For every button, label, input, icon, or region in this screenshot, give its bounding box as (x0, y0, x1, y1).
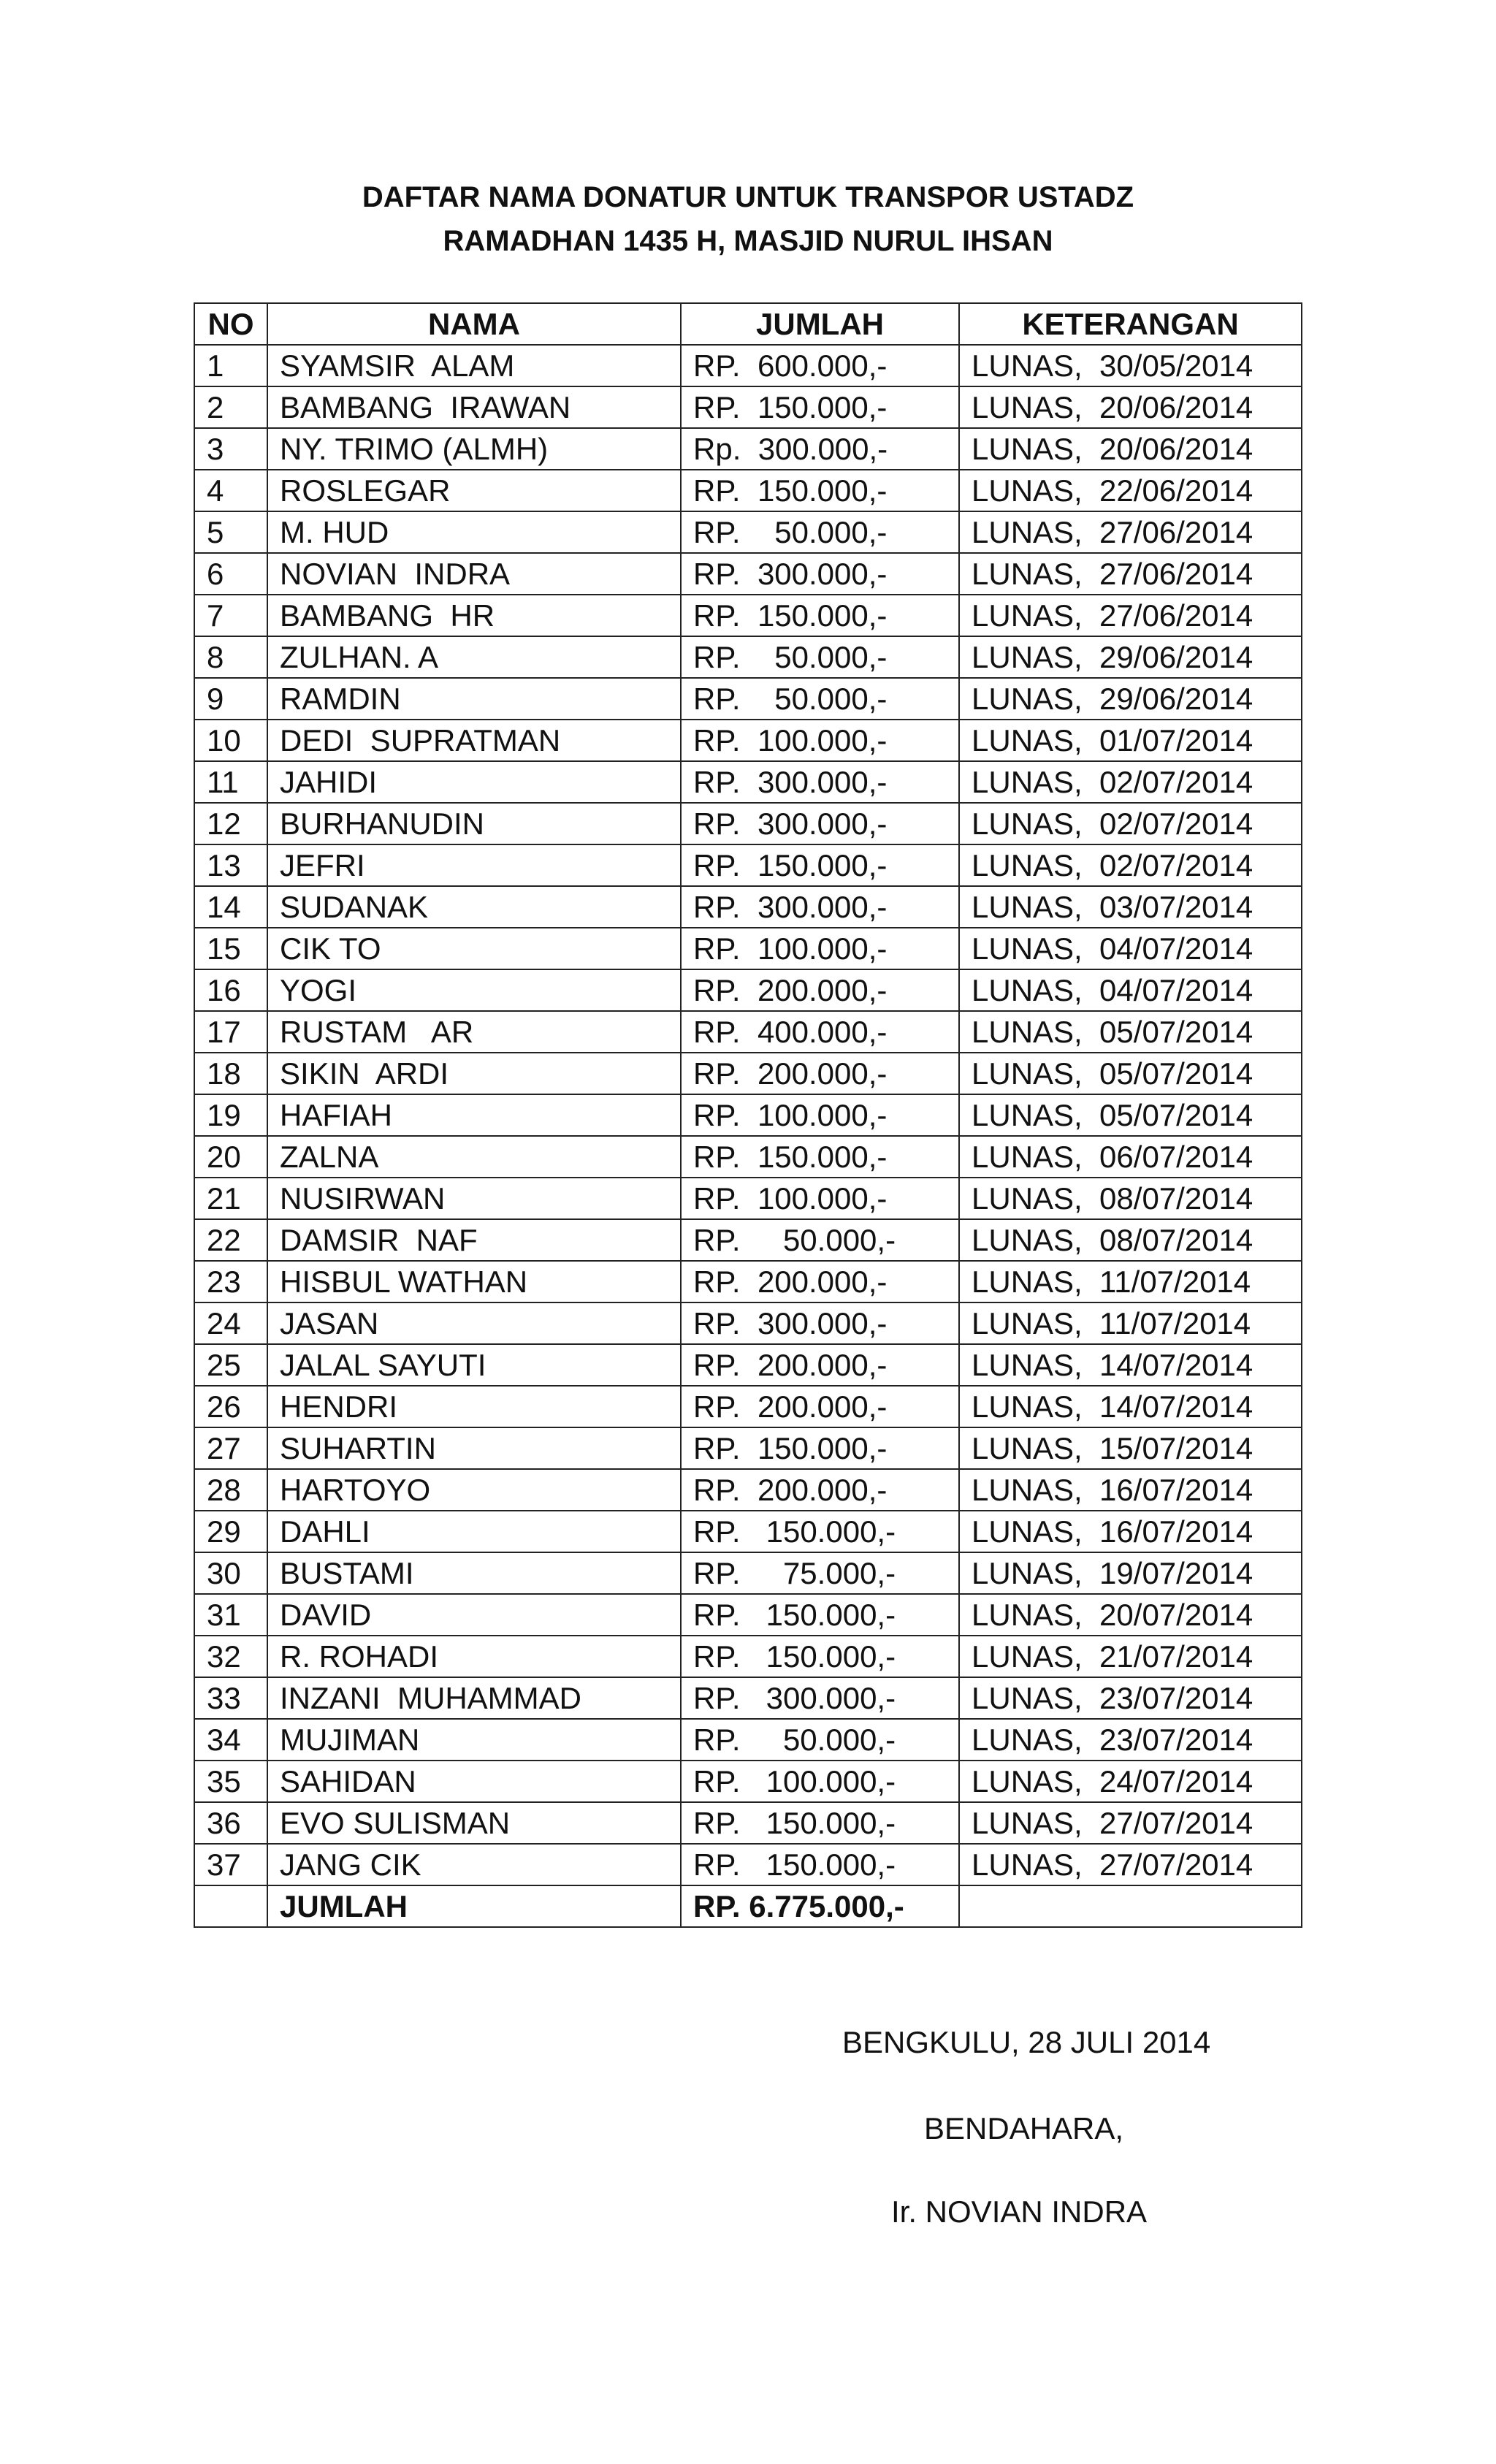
row-nama: DAMSIR NAF (267, 1219, 681, 1261)
row-jumlah: RP. 50.000,- (681, 678, 959, 720)
row-nama: RAMDIN (267, 678, 681, 720)
donor-rows (194, 345, 1302, 1885)
table-row (194, 1302, 1302, 1344)
table-row (194, 1552, 1302, 1594)
row-nama: HAFIAH (267, 1094, 681, 1136)
row-nama: EVO SULISMAN (267, 1802, 681, 1844)
row-no: 2 (194, 386, 267, 428)
total-amount: RP. 6.775.000,- (681, 1885, 959, 1927)
row-nama: BUSTAMI (267, 1552, 681, 1594)
row-keterangan: LUNAS, 08/07/2014 (959, 1219, 1302, 1261)
row-no: 4 (194, 470, 267, 511)
row-keterangan: LUNAS, 21/07/2014 (959, 1636, 1302, 1677)
row-jumlah: RP. 50.000,- (681, 636, 959, 678)
row-jumlah: RP. 100.000,- (681, 928, 959, 969)
row-jumlah: RP. 50.000,- (681, 1219, 959, 1261)
row-keterangan: LUNAS, 14/07/2014 (959, 1344, 1302, 1386)
table-row (194, 1636, 1302, 1677)
table-row (194, 1844, 1302, 1885)
row-no: 27 (194, 1427, 267, 1469)
row-jumlah: RP. 150.000,- (681, 1594, 959, 1636)
row-keterangan: LUNAS, 24/07/2014 (959, 1761, 1302, 1802)
table-row (194, 1427, 1302, 1469)
row-keterangan: LUNAS, 11/07/2014 (959, 1302, 1302, 1344)
row-jumlah: RP. 150.000,- (681, 1511, 959, 1552)
row-jumlah: RP. 400.000,- (681, 1011, 959, 1053)
row-keterangan: LUNAS, 03/07/2014 (959, 886, 1302, 928)
row-no: 35 (194, 1761, 267, 1802)
row-nama: DAHLI (267, 1511, 681, 1552)
row-nama: BAMBANG IRAWAN (267, 386, 681, 428)
table-row (194, 428, 1302, 470)
row-no: 15 (194, 928, 267, 969)
row-jumlah: RP. 300.000,- (681, 1302, 959, 1344)
row-no: 9 (194, 678, 267, 720)
row-nama: R. ROHADI (267, 1636, 681, 1677)
row-keterangan: LUNAS, 02/07/2014 (959, 803, 1302, 844)
row-no: 13 (194, 844, 267, 886)
row-nama: INZANI MUHAMMAD (267, 1677, 681, 1719)
row-no: 10 (194, 720, 267, 761)
row-jumlah: RP. 300.000,- (681, 761, 959, 803)
table-row (194, 470, 1302, 511)
row-nama: NY. TRIMO (ALMH) (267, 428, 681, 470)
row-no: 23 (194, 1261, 267, 1302)
row-jumlah: RP. 150.000,- (681, 1844, 959, 1885)
row-no: 8 (194, 636, 267, 678)
row-jumlah: RP. 150.000,- (681, 1802, 959, 1844)
row-nama: CIK TO (267, 928, 681, 969)
row-nama: DEDI SUPRATMAN (267, 720, 681, 761)
row-keterangan: LUNAS, 08/07/2014 (959, 1178, 1302, 1219)
table-row (194, 1261, 1302, 1302)
footer-city-date: BENGKULU, 28 JULI 2014 (842, 2025, 1211, 2059)
row-no: 19 (194, 1094, 267, 1136)
footer-role: BENDAHARA, (924, 2111, 1124, 2145)
row-nama: JASAN (267, 1302, 681, 1344)
row-nama: MUJIMAN (267, 1719, 681, 1761)
row-keterangan: LUNAS, 15/07/2014 (959, 1427, 1302, 1469)
row-keterangan: LUNAS, 06/07/2014 (959, 1136, 1302, 1178)
row-keterangan: LUNAS, 29/06/2014 (959, 636, 1302, 678)
row-keterangan: LUNAS, 19/07/2014 (959, 1552, 1302, 1594)
row-nama: SIKIN ARDI (267, 1053, 681, 1094)
row-jumlah: RP. 50.000,- (681, 511, 959, 553)
row-jumlah: RP. 200.000,- (681, 1053, 959, 1094)
row-no: 30 (194, 1552, 267, 1594)
row-no: 18 (194, 1053, 267, 1094)
table-row (194, 678, 1302, 720)
row-jumlah: RP. 200.000,- (681, 1469, 959, 1511)
row-jumlah: RP. 150.000,- (681, 595, 959, 636)
row-no: 22 (194, 1219, 267, 1261)
row-keterangan: LUNAS, 02/07/2014 (959, 844, 1302, 886)
row-nama: HARTOYO (267, 1469, 681, 1511)
table-row (194, 511, 1302, 553)
row-no: 34 (194, 1719, 267, 1761)
row-keterangan: LUNAS, 11/07/2014 (959, 1261, 1302, 1302)
row-no: 31 (194, 1594, 267, 1636)
document-title (0, 175, 1496, 263)
row-nama: YOGI (267, 969, 681, 1011)
total-no-cell (194, 1885, 267, 1927)
table-row (194, 1511, 1302, 1552)
row-no: 12 (194, 803, 267, 844)
table-row (194, 844, 1302, 886)
table-row (194, 636, 1302, 678)
row-no: 1 (194, 345, 267, 386)
row-nama: JEFRI (267, 844, 681, 886)
table-row (194, 1469, 1302, 1511)
row-no: 29 (194, 1511, 267, 1552)
row-keterangan: LUNAS, 27/06/2014 (959, 511, 1302, 553)
row-jumlah: RP. 100.000,- (681, 1178, 959, 1219)
row-nama: M. HUD (267, 511, 681, 553)
row-jumlah: RP. 100.000,- (681, 1094, 959, 1136)
row-nama: JAHIDI (267, 761, 681, 803)
row-jumlah: RP. 200.000,- (681, 969, 959, 1011)
table-row (194, 928, 1302, 969)
row-keterangan: LUNAS, 20/06/2014 (959, 428, 1302, 470)
row-jumlah: RP. 300.000,- (681, 886, 959, 928)
row-jumlah: RP. 50.000,- (681, 1719, 959, 1761)
row-nama: ZALNA (267, 1136, 681, 1178)
row-jumlah: RP. 150.000,- (681, 470, 959, 511)
footer-signatory-name: Ir. NOVIAN INDRA (891, 2194, 1148, 2229)
row-keterangan: LUNAS, 05/07/2014 (959, 1053, 1302, 1094)
row-keterangan: LUNAS, 27/07/2014 (959, 1844, 1302, 1885)
row-keterangan: LUNAS, 04/07/2014 (959, 928, 1302, 969)
row-no: 6 (194, 553, 267, 595)
row-nama: SYAMSIR ALAM (267, 345, 681, 386)
row-no: 17 (194, 1011, 267, 1053)
row-no: 25 (194, 1344, 267, 1386)
row-jumlah: RP. 300.000,- (681, 553, 959, 595)
total-label: JUMLAH (267, 1885, 681, 1927)
table-row (194, 1802, 1302, 1844)
table-row (194, 1136, 1302, 1178)
row-jumlah: RP. 150.000,- (681, 1636, 959, 1677)
total-row (194, 1885, 1302, 1927)
row-nama: JALAL SAYUTI (267, 1344, 681, 1386)
table-row (194, 1011, 1302, 1053)
row-jumlah: RP. 150.000,- (681, 1427, 959, 1469)
row-keterangan: LUNAS, 23/07/2014 (959, 1719, 1302, 1761)
table-row (194, 1677, 1302, 1719)
header-nama: NAMA (267, 303, 681, 345)
row-keterangan: LUNAS, 27/06/2014 (959, 553, 1302, 595)
row-keterangan: LUNAS, 05/07/2014 (959, 1094, 1302, 1136)
row-nama: RUSTAM AR (267, 1011, 681, 1053)
row-jumlah: RP. 150.000,- (681, 386, 959, 428)
row-nama: SUHARTIN (267, 1427, 681, 1469)
row-no: 7 (194, 595, 267, 636)
row-nama: NOVIAN INDRA (267, 553, 681, 595)
row-jumlah: RP. 300.000,- (681, 1677, 959, 1719)
row-jumlah: RP. 150.000,- (681, 844, 959, 886)
row-keterangan: LUNAS, 23/07/2014 (959, 1677, 1302, 1719)
row-no: 14 (194, 886, 267, 928)
row-nama: BAMBANG HR (267, 595, 681, 636)
row-jumlah: RP. 200.000,- (681, 1261, 959, 1302)
row-nama: HENDRI (267, 1386, 681, 1427)
row-keterangan: LUNAS, 14/07/2014 (959, 1386, 1302, 1427)
row-keterangan: LUNAS, 05/07/2014 (959, 1011, 1302, 1053)
row-nama: BURHANUDIN (267, 803, 681, 844)
header-jumlah: JUMLAH (681, 303, 959, 345)
table-row (194, 1594, 1302, 1636)
total-keterangan-cell (959, 1885, 1302, 1927)
table-header-row (194, 303, 1302, 345)
table-row (194, 1719, 1302, 1761)
table-row (194, 1219, 1302, 1261)
table-row (194, 1053, 1302, 1094)
row-no: 20 (194, 1136, 267, 1178)
row-no: 28 (194, 1469, 267, 1511)
table-row (194, 386, 1302, 428)
table-row (194, 345, 1302, 386)
row-keterangan: LUNAS, 29/06/2014 (959, 678, 1302, 720)
table-row (194, 886, 1302, 928)
row-jumlah: RP. 600.000,- (681, 345, 959, 386)
table-row (194, 803, 1302, 844)
row-no: 36 (194, 1802, 267, 1844)
row-keterangan: LUNAS, 16/07/2014 (959, 1469, 1302, 1511)
row-no: 37 (194, 1844, 267, 1885)
row-keterangan: LUNAS, 01/07/2014 (959, 720, 1302, 761)
table-row (194, 595, 1302, 636)
row-no: 21 (194, 1178, 267, 1219)
row-keterangan: LUNAS, 22/06/2014 (959, 470, 1302, 511)
table-row (194, 720, 1302, 761)
header-keterangan: KETERANGAN (959, 303, 1302, 345)
row-keterangan: LUNAS, 16/07/2014 (959, 1511, 1302, 1552)
row-jumlah: Rp. 300.000,- (681, 428, 959, 470)
row-keterangan: LUNAS, 30/05/2014 (959, 345, 1302, 386)
row-no: 3 (194, 428, 267, 470)
table-row (194, 1094, 1302, 1136)
row-no: 16 (194, 969, 267, 1011)
header-no: NO (194, 303, 267, 345)
donor-table (194, 302, 1302, 1928)
row-nama: SAHIDAN (267, 1761, 681, 1802)
row-jumlah: RP. 100.000,- (681, 1761, 959, 1802)
row-nama: HISBUL WATHAN (267, 1261, 681, 1302)
row-nama: SUDANAK (267, 886, 681, 928)
table-row (194, 1178, 1302, 1219)
table-row (194, 761, 1302, 803)
row-no: 5 (194, 511, 267, 553)
row-no: 32 (194, 1636, 267, 1677)
row-keterangan: LUNAS, 27/07/2014 (959, 1802, 1302, 1844)
row-no: 26 (194, 1386, 267, 1427)
row-nama: JANG CIK (267, 1844, 681, 1885)
row-nama: NUSIRWAN (267, 1178, 681, 1219)
row-jumlah: RP. 75.000,- (681, 1552, 959, 1594)
row-nama: ZULHAN. A (267, 636, 681, 678)
row-nama: DAVID (267, 1594, 681, 1636)
row-jumlah: RP. 300.000,- (681, 803, 959, 844)
row-keterangan: LUNAS, 20/06/2014 (959, 386, 1302, 428)
row-jumlah: RP. 100.000,- (681, 720, 959, 761)
table-row (194, 1386, 1302, 1427)
title-line-1: DAFTAR NAMA DONATUR UNTUK TRANSPOR USTADZ (362, 181, 1134, 213)
row-jumlah: RP. 150.000,- (681, 1136, 959, 1178)
table-row (194, 1761, 1302, 1802)
row-jumlah: RP. 200.000,- (681, 1386, 959, 1427)
table-row (194, 553, 1302, 595)
row-keterangan: LUNAS, 20/07/2014 (959, 1594, 1302, 1636)
title-line-2: RAMADHAN 1435 H, MASJID NURUL IHSAN (443, 225, 1053, 257)
row-jumlah: RP. 200.000,- (681, 1344, 959, 1386)
row-keterangan: LUNAS, 02/07/2014 (959, 761, 1302, 803)
row-no: 33 (194, 1677, 267, 1719)
table-row (194, 969, 1302, 1011)
row-keterangan: LUNAS, 27/06/2014 (959, 595, 1302, 636)
row-no: 24 (194, 1302, 267, 1344)
row-keterangan: LUNAS, 04/07/2014 (959, 969, 1302, 1011)
row-no: 11 (194, 761, 267, 803)
table-row (194, 1344, 1302, 1386)
row-nama: ROSLEGAR (267, 470, 681, 511)
